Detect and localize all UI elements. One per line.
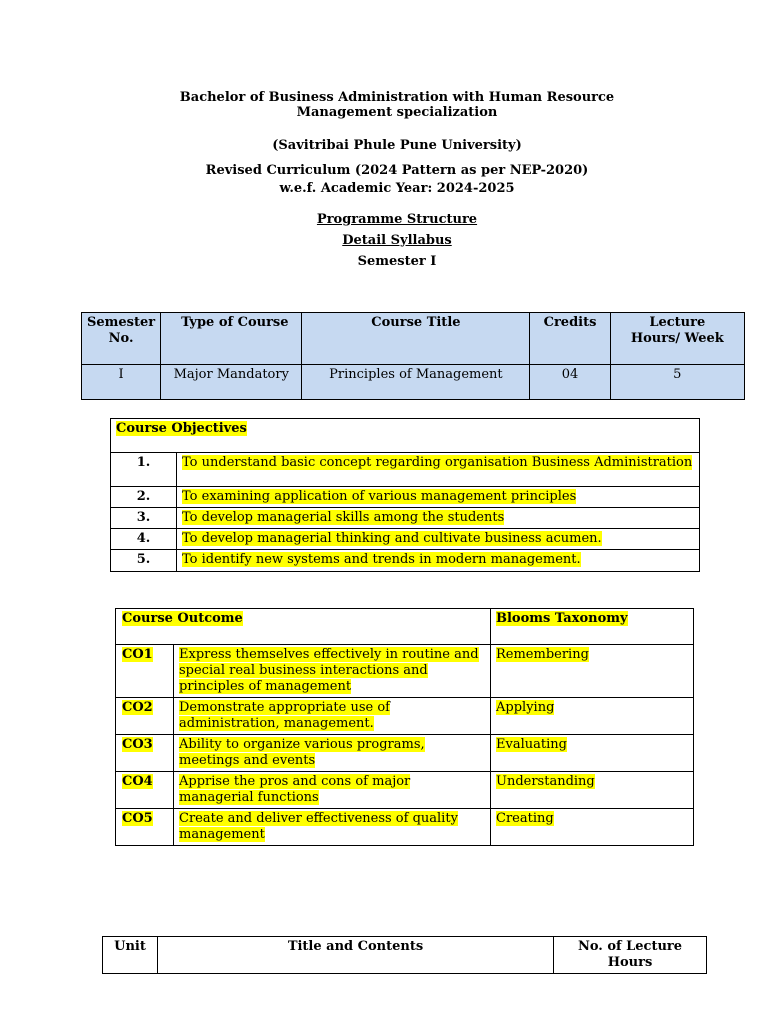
outcome-code: CO2: [122, 700, 153, 715]
header-lecture-hours: No. of Lecture Hours: [554, 937, 707, 974]
objective-row: [111, 529, 700, 550]
outcome-text-cell: [174, 809, 491, 846]
outcomes-title: Course Outcome: [122, 611, 243, 626]
objective-text-cell: [177, 508, 700, 529]
outcome-code-cell: [116, 698, 174, 735]
objectives-title-row: [111, 419, 700, 453]
course-table-row: [82, 365, 745, 400]
outcome-code-cell: [116, 645, 174, 698]
outcome-level: Evaluating: [496, 737, 567, 752]
outcome-text-cell: [174, 698, 491, 735]
outcome-level-cell: [491, 645, 694, 698]
objective-text: To understand basic concept regarding organisation Business Administration: [182, 455, 693, 470]
semester-heading: Semester I: [357, 254, 437, 269]
outcome-code: CO3: [122, 737, 153, 752]
outcome-text-cell: [174, 735, 491, 772]
cell-type-of-course: Major Mandatory: [161, 365, 302, 400]
taxonomy-title-cell: [491, 609, 694, 645]
title-line-2: Management specialization: [296, 105, 498, 120]
outcome-row: [116, 698, 694, 735]
taxonomy-title: Blooms Taxonomy: [496, 611, 628, 626]
outcome-text: Create and deliver effectiveness of quality management: [179, 811, 458, 842]
objective-text: To develop managerial thinking and cultivate business acumen.: [182, 531, 602, 546]
outcome-text-cell: [174, 645, 491, 698]
outcome-text-cell: [174, 772, 491, 809]
objective-row: [111, 508, 700, 529]
outcome-level-cell: [491, 735, 694, 772]
objective-number: 5.: [111, 550, 177, 572]
header-lecture-hours: Lecture Hours/ Week: [610, 313, 744, 365]
objective-row: [111, 487, 700, 508]
objective-number: 3.: [111, 508, 177, 529]
academic-year: w.e.f. Academic Year: 2024-2025: [279, 181, 515, 196]
objectives-table: [110, 418, 700, 572]
objective-text: To identify new systems and trends in modern management.: [182, 552, 581, 567]
outcome-text: Ability to organize various programs, meetings and events: [179, 737, 425, 768]
objective-row: [111, 453, 700, 487]
title-line-1: Bachelor of Business Administration with Human Resource: [179, 90, 615, 105]
header-unit: Unit: [103, 937, 158, 974]
course-table-header-row: [82, 313, 745, 365]
objective-text-cell: [177, 453, 700, 487]
units-table: [102, 936, 707, 974]
objective-text: To examining application of various management principles: [182, 489, 577, 504]
outcome-code: CO5: [122, 811, 153, 826]
outcome-text: Express themselves effectively in routine and special real business interactions and principles of management: [179, 647, 479, 694]
outcome-text: Apprise the pros and cons of major managerial functions: [179, 774, 411, 805]
detail-syllabus: [0, 233, 768, 248]
outcome-level-cell: [491, 809, 694, 846]
outcome-row: [116, 735, 694, 772]
outcome-code: CO1: [122, 647, 153, 662]
cell-credits: 04: [530, 365, 610, 400]
outcome-level-cell: [491, 698, 694, 735]
detail-syllabus-text: Detail Syllabus: [342, 233, 452, 248]
outcomes-header-row: [116, 609, 694, 645]
objective-number: 2.: [111, 487, 177, 508]
cell-semester-no: I: [82, 365, 161, 400]
outcome-level: Creating: [496, 811, 554, 826]
outcome-code-cell: [116, 735, 174, 772]
outcome-text: Demonstrate appropriate use of administration, management.: [179, 700, 390, 731]
university-name: (Savitribai Phule Pune University): [272, 138, 522, 153]
outcomes-table: [115, 608, 694, 846]
objectives-title: Course Objectives: [116, 421, 247, 436]
outcome-code-cell: [116, 809, 174, 846]
objective-text-cell: [177, 487, 700, 508]
programme-structure-text: Programme Structure: [316, 212, 478, 227]
header-title-contents: Title and Contents: [158, 937, 554, 974]
header-semester-no: Semester No.: [82, 313, 161, 365]
cell-lecture-hours: 5: [610, 365, 744, 400]
objectives-title-cell: [111, 419, 700, 453]
outcome-row: [116, 809, 694, 846]
outcome-row: [116, 645, 694, 698]
objective-row: [111, 550, 700, 572]
curriculum-line: Revised Curriculum (2024 Pattern as per NEP-2020): [205, 163, 589, 178]
objective-text: To develop managerial skills among the students: [182, 510, 505, 525]
outcome-code: CO4: [122, 774, 153, 789]
outcome-level-cell: [491, 772, 694, 809]
course-table: [81, 312, 745, 400]
header-type-of-course: Type of Course: [161, 313, 302, 365]
outcome-code-cell: [116, 772, 174, 809]
header-course-title: Course Title: [302, 313, 530, 365]
outcomes-title-cell: [116, 609, 491, 645]
programme-structure: [0, 212, 768, 227]
objective-number: 4.: [111, 529, 177, 550]
outcome-row: [116, 772, 694, 809]
objective-number: 1.: [111, 453, 177, 487]
cell-course-title: Principles of Management: [302, 365, 530, 400]
objective-text-cell: [177, 550, 700, 572]
outcome-level: Applying: [496, 700, 555, 715]
header-credits: Credits: [530, 313, 610, 365]
outcome-level: Remembering: [496, 647, 589, 662]
objective-text-cell: [177, 529, 700, 550]
outcome-level: Understanding: [496, 774, 595, 789]
units-header-row: [103, 937, 707, 974]
